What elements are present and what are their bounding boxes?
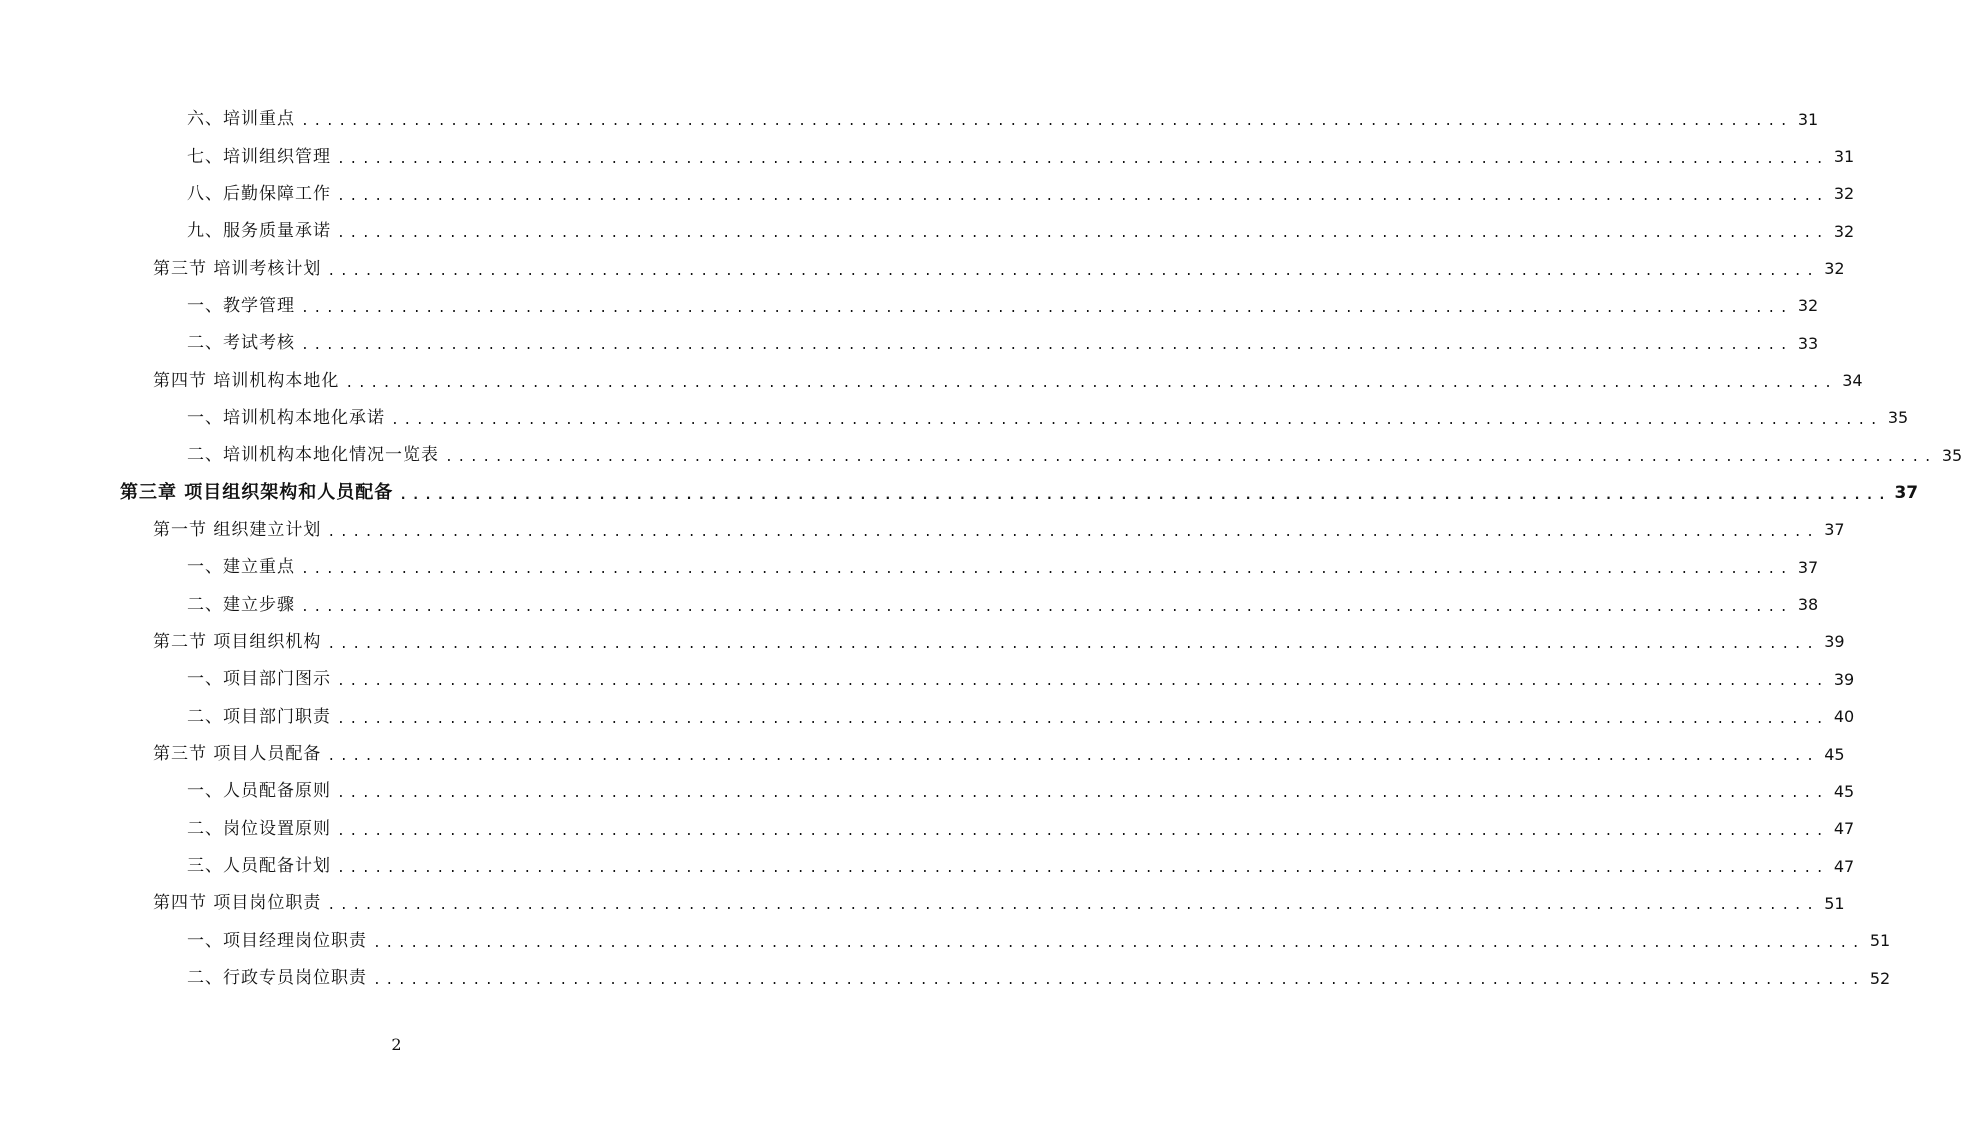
toc-entry-page: 38	[1797, 595, 1819, 615]
toc-dot-leader: ........................................................................................................................	[301, 114, 1793, 130]
toc-entry[interactable]	[0, 586, 1819, 623]
toc-entry-page: 32	[1797, 296, 1819, 316]
toc-dot-leader: ........................................................................................................................	[301, 338, 1793, 354]
toc-dot-leader: ........................................................................................................................	[337, 823, 1829, 839]
toc-entry-page: 40	[1833, 707, 1855, 727]
toc-entry[interactable]	[0, 699, 1855, 736]
toc-entry-page: 47	[1833, 819, 1855, 839]
toc-dot-leader: ........................................................................................................................	[373, 935, 1865, 951]
toc-entry[interactable]	[0, 138, 1855, 175]
toc-entry-title: 二、项目部门职责	[187, 706, 331, 727]
toc-entry-title: 二、建立步骤	[187, 594, 295, 615]
toc-entry[interactable]	[0, 960, 1891, 997]
toc-dot-leader: ........................................................................................................................	[337, 674, 1829, 690]
toc-entry-title: 第四节 项目岗位职责	[153, 893, 322, 914]
toc-entry-page: 34	[1842, 371, 1863, 391]
toc-entry-page: 52	[1869, 968, 1891, 988]
toc-entry[interactable]	[0, 474, 1919, 511]
toc-entry-page: 37	[1894, 482, 1919, 503]
toc-entry-title: 六、培训重点	[187, 109, 295, 130]
table-of-contents	[0, 101, 1962, 997]
toc-entry[interactable]	[0, 885, 1845, 922]
toc-entry-page: 51	[1869, 931, 1891, 951]
toc-entry[interactable]	[0, 811, 1855, 848]
toc-entry-title: 第三节 培训考核计划	[153, 258, 322, 279]
toc-entry-title: 二、考试考核	[187, 333, 295, 354]
toc-entry-page: 47	[1833, 856, 1855, 876]
toc-entry-title: 第三章 项目组织架构和人员配备	[120, 482, 394, 504]
toc-entry[interactable]	[0, 736, 1845, 773]
toc-dot-leader: ........................................................................................................................	[301, 300, 1793, 316]
toc-entry[interactable]	[0, 176, 1855, 213]
toc-entry-title: 一、建立重点	[187, 557, 295, 578]
toc-entry-page: 31	[1833, 147, 1855, 167]
toc-entry-page: 31	[1797, 109, 1819, 129]
toc-dot-leader: ........................................................................................................................	[327, 898, 1819, 914]
toc-dot-leader: ........................................................................................................................	[399, 487, 1891, 503]
toc-entry-page: 35	[1887, 408, 1909, 428]
toc-entry-title: 八、后勤保障工作	[187, 183, 331, 204]
toc-entry-page: 32	[1833, 221, 1855, 241]
toc-entry-title: 二、行政专员岗位职责	[187, 968, 367, 989]
toc-entry-page: 39	[1833, 669, 1855, 689]
toc-entry[interactable]	[0, 213, 1855, 250]
toc-entry-page: 37	[1797, 557, 1819, 577]
toc-dot-leader: ........................................................................................................................	[327, 749, 1819, 765]
toc-entry-page: 39	[1824, 632, 1845, 652]
toc-dot-leader: ........................................................................................................................	[337, 151, 1829, 167]
toc-entry-page: 33	[1797, 333, 1819, 353]
toc-entry[interactable]	[0, 101, 1819, 138]
toc-dot-leader: ........................................................................................................................	[337, 188, 1829, 204]
toc-dot-leader: ........................................................................................................................	[373, 973, 1865, 989]
toc-dot-leader: ........................................................................................................................	[345, 375, 1837, 391]
toc-entry-title: 第四节 培训机构本地化	[153, 370, 340, 391]
toc-entry-title: 二、岗位设置原则	[187, 818, 331, 839]
toc-entry-title: 一、人员配备原则	[187, 781, 331, 802]
toc-entry-page: 32	[1833, 184, 1855, 204]
toc-entry[interactable]	[0, 325, 1819, 362]
toc-dot-leader: ........................................................................................................................	[301, 562, 1793, 578]
toc-entry-page: 51	[1824, 893, 1845, 913]
toc-entry[interactable]	[0, 773, 1855, 810]
toc-entry[interactable]	[0, 661, 1855, 698]
toc-entry[interactable]	[0, 437, 1962, 474]
toc-entry-page: 45	[1833, 781, 1855, 801]
toc-entry-title: 二、培训机构本地化情况一览表	[187, 445, 439, 466]
toc-entry-title: 一、项目经理岗位职责	[187, 930, 367, 951]
toc-entry[interactable]	[0, 400, 1909, 437]
toc-entry-title: 一、教学管理	[187, 295, 295, 316]
toc-entry-title: 七、培训组织管理	[187, 146, 331, 167]
toc-dot-leader: ........................................................................................................................	[337, 226, 1829, 242]
toc-dot-leader: ........................................................................................................................	[337, 786, 1829, 802]
toc-entry[interactable]	[0, 923, 1891, 960]
toc-entry[interactable]	[0, 549, 1819, 586]
toc-dot-leader: ........................................................................................................................	[327, 263, 1819, 279]
toc-entry-page: 45	[1824, 744, 1845, 764]
toc-dot-leader: ........................................................................................................................	[327, 636, 1819, 652]
toc-dot-leader: ........................................................................................................................	[445, 450, 1937, 466]
toc-entry-title: 第二节 项目组织机构	[153, 631, 322, 652]
toc-entry-page: 32	[1824, 259, 1845, 279]
toc-entry-title: 九、服务质量承诺	[187, 221, 331, 242]
toc-entry[interactable]	[0, 250, 1845, 287]
toc-dot-leader: ........................................................................................................................	[301, 599, 1793, 615]
toc-dot-leader: ........................................................................................................................	[327, 524, 1819, 540]
toc-entry-title: 三、人员配备计划	[187, 856, 331, 877]
toc-entry[interactable]	[0, 362, 1863, 399]
toc-dot-leader: ........................................................................................................................	[337, 711, 1829, 727]
toc-entry[interactable]	[0, 512, 1845, 549]
toc-dot-leader: ........................................................................................................................	[337, 861, 1829, 877]
toc-entry[interactable]	[0, 848, 1855, 885]
toc-entry-title: 第三节 项目人员配备	[153, 744, 322, 765]
toc-entry-page: 37	[1824, 520, 1845, 540]
toc-dot-leader: ........................................................................................................................	[391, 412, 1883, 428]
toc-entry-title: 第一节 组织建立计划	[153, 519, 322, 540]
toc-entry-title: 一、培训机构本地化承诺	[187, 407, 385, 428]
toc-entry[interactable]	[0, 624, 1845, 661]
page-number: 2	[391, 1035, 402, 1054]
toc-entry-page: 35	[1941, 445, 1962, 465]
toc-entry[interactable]	[0, 288, 1819, 325]
toc-entry-title: 一、项目部门图示	[187, 669, 331, 690]
